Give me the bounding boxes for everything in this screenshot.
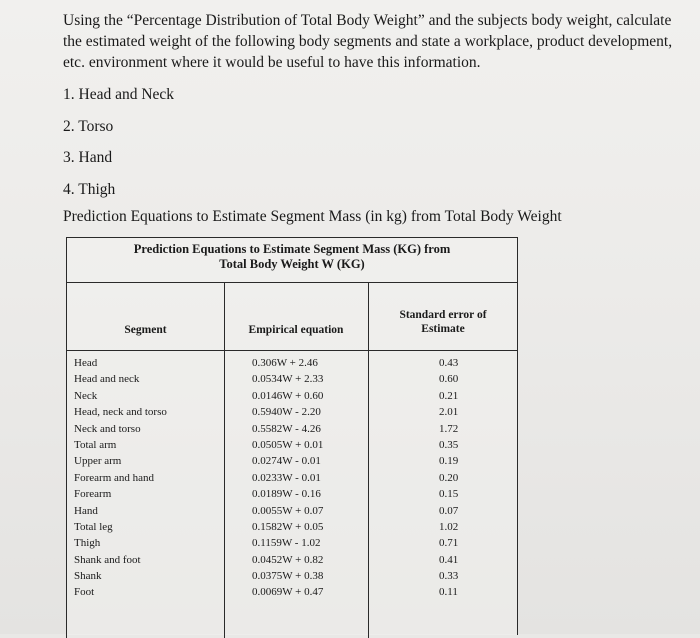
equation-cell: 0.0274W - 0.01 — [252, 455, 321, 468]
col-header-error-line2: Estimate — [421, 323, 465, 335]
error-cell: 0.71 — [439, 537, 459, 550]
segment-cell: Head and neck — [74, 373, 140, 386]
table-row — [67, 453, 517, 469]
segment-cell: Head, neck and torso — [74, 406, 167, 419]
segment-cell: Forearm and hand — [74, 471, 155, 484]
segment-cell: Shank — [74, 570, 102, 583]
table-row — [67, 470, 517, 486]
table-row — [67, 535, 517, 551]
table-title-line2: Total Body Weight W (KG) — [219, 257, 365, 271]
col-header-equation: Empirical equation — [248, 324, 344, 336]
error-cell: 0.43 — [439, 357, 459, 369]
equation-cell: 0.5582W - 4.26 — [252, 422, 321, 435]
equation-cell: 0.0055W + 0.07 — [252, 504, 324, 517]
error-cell: 2.01 — [439, 406, 459, 419]
segment-cell: Shank and foot — [74, 553, 141, 566]
segment-cell: Head — [74, 357, 98, 369]
table-row — [67, 584, 517, 600]
equation-cell: 0.0452W + 0.82 — [252, 553, 324, 566]
equation-cell: 0.1582W + 0.05 — [252, 520, 324, 533]
table-row — [67, 404, 517, 420]
equation-cell: 0.1159W - 1.02 — [252, 537, 321, 550]
list-item-hand: 3. Hand — [63, 149, 113, 166]
table-row — [67, 388, 517, 404]
segment-mass-table — [66, 237, 518, 635]
error-cell: 0.41 — [439, 553, 459, 566]
segment-cell: Neck — [74, 389, 98, 402]
equation-cell: 0.0375W + 0.38 — [252, 570, 324, 583]
table-row — [67, 552, 517, 568]
list-item-head-and-neck: 1. Head and Neck — [63, 86, 175, 103]
list-item-torso: 2. Torso — [63, 118, 114, 135]
table-row — [67, 568, 517, 584]
segment-cell: Foot — [74, 586, 95, 599]
table-row — [67, 355, 517, 371]
segment-cell: Thigh — [74, 537, 101, 550]
error-cell: 1.02 — [439, 520, 459, 533]
col-header-error-line1: Standard error of — [399, 309, 487, 321]
error-cell: 0.35 — [439, 438, 459, 451]
equation-cell: 0.5940W - 2.20 — [252, 406, 321, 419]
equation-cell: 0.0069W + 0.47 — [252, 586, 324, 599]
question-intro: Using the “Percentage Distribution of Total Body Weight” and the subjects body weight, calculate the estimated weight of the following body segments and state a workplace, product development, etc. environment where it would be useful to have this information. — [63, 12, 673, 71]
error-cell: 0.33 — [439, 570, 459, 583]
equation-cell: 0.0505W + 0.01 — [252, 438, 324, 451]
error-cell: 1.72 — [439, 422, 459, 435]
table-title — [67, 242, 517, 272]
table-row — [67, 421, 517, 437]
segment-cell: Total leg — [74, 520, 113, 533]
equation-cell: 0.306W + 2.46 — [252, 357, 318, 369]
segment-cell: Hand — [74, 504, 98, 517]
error-cell: 0.11 — [439, 586, 458, 599]
table-row — [67, 503, 517, 519]
table-row — [67, 371, 517, 387]
error-cell: 0.60 — [439, 373, 459, 386]
segment-cell: Neck and torso — [74, 422, 141, 435]
error-cell: 0.21 — [439, 389, 459, 402]
error-cell: 0.20 — [439, 471, 459, 484]
segment-cell: Total arm — [74, 438, 117, 451]
table-body — [67, 355, 517, 601]
table-row — [67, 437, 517, 453]
table-divider-header — [67, 350, 517, 351]
equation-cell: 0.0534W + 2.33 — [252, 373, 324, 386]
segment-cell: Upper arm — [74, 455, 122, 468]
table-row — [67, 519, 517, 535]
equation-cell: 0.0146W + 0.60 — [252, 389, 324, 402]
table-title-line1: Prediction Equations to Estimate Segment Mass (KG) from — [133, 242, 451, 256]
error-cell: 0.19 — [439, 455, 459, 468]
col-header-error — [368, 308, 518, 336]
segment-cell: Forearm — [74, 488, 112, 501]
equation-cell: 0.0233W - 0.01 — [252, 471, 321, 484]
list-item-thigh: 4. Thigh — [63, 181, 116, 198]
equation-cell: 0.0189W - 0.16 — [252, 488, 321, 501]
error-cell: 0.07 — [439, 504, 459, 517]
col-header-segment: Segment — [124, 324, 167, 336]
table-divider-top — [67, 282, 517, 283]
table-row — [67, 486, 517, 502]
section-heading: Prediction Equations to Estimate Segment Mass (in kg) from Total Body Weight — [63, 208, 562, 225]
error-cell: 0.15 — [439, 488, 459, 501]
